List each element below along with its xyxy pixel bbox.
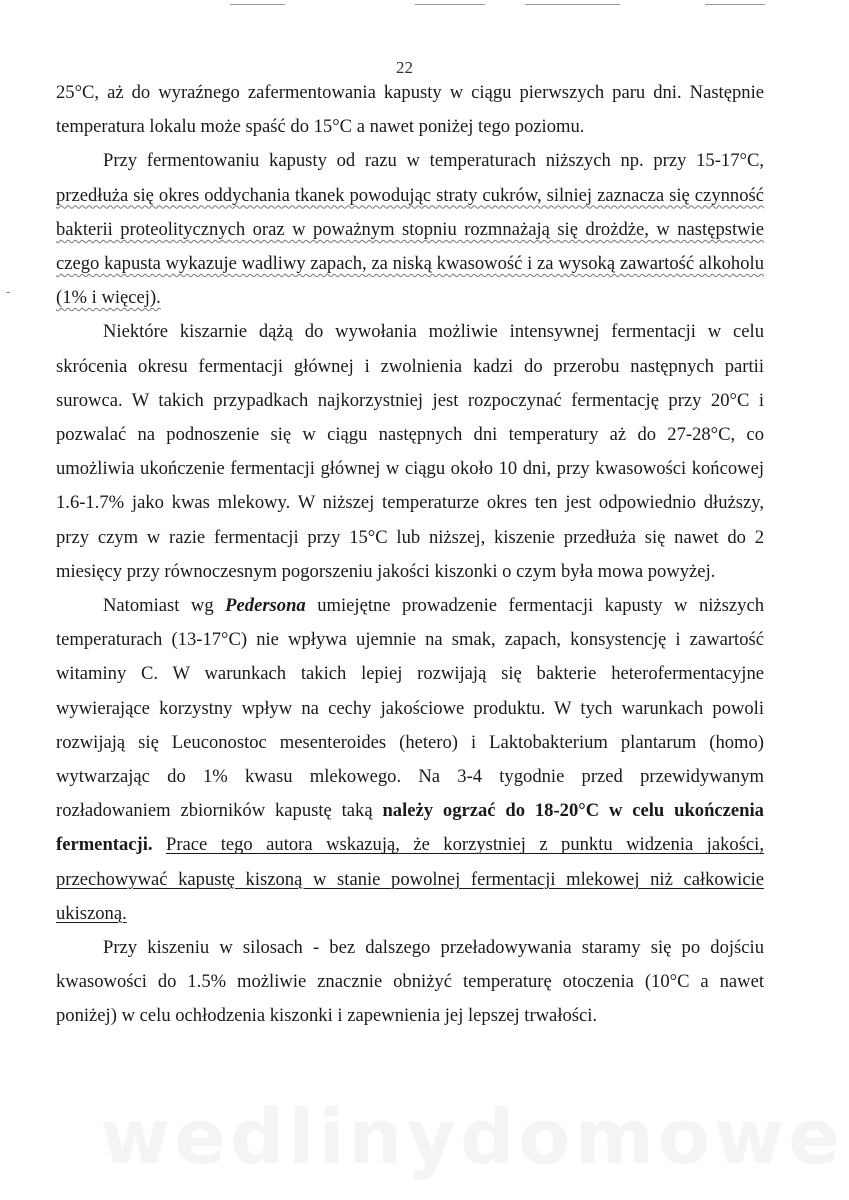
paragraph-2-marked-text: przedłuża się okres oddychania tkanek powodując straty cukrów, silniej zaznacza się czynność bakterii proteolitycznych oraz w poważnym stopniu rozmnażają się drożdże, w następstwie czego kapusta wykazuje wadliwy zapach, za niską kwasowość i za wysoką zawartość alkoholu (1% i więcej).	[56, 184, 764, 309]
paragraph-4-body: umiejętne prowadzenie fermentacji kapusty w niższych temperaturach (13-17°C) nie wpływa ujemnie na smak, zapach, konsystencję i zawartość witaminy C. W warunkach takich lepiej rozwijają się bakterie heterofermentacyjne wywierające korzystny wpływ na cechy jakościowe produktu. W tych warunkach powoli rozwijają się Leuconostoc mesenteroides (hetero) i Laktobakterium plantarum (homo) wytwarzając do 1% kwasu mlekowego. Na 3-4 tygodnie przed przewidywanym rozładowaniem zbiorników kapustę taką	[56, 595, 764, 822]
watermark	[100, 1092, 800, 1181]
paragraph-4-underlined-text: Prace tego autora wskazują, że korzystniej z punktu widzenia jakości, przechowywać kapustę kiszoną w stanie powolnej fermentacji mlekowej niż całkowicie ukiszoną.	[56, 834, 764, 924]
paragraph-1-text: 25°C, aż do wyraźnego zafermentowania kapusty w ciągu pierwszych paru dni. Następnie temperatura lokalu może spaść do 15°C a nawet poniżej tego poziomu.	[56, 82, 764, 138]
paragraph-4-intro: Natomiast wg	[103, 595, 226, 617]
page-number: 22	[396, 58, 413, 77]
author-name: Pedersona	[225, 595, 306, 617]
paragraph-1	[56, 76, 764, 144]
paragraph-5-text: Przy kiszeniu w silosach - bez dalszego przeładowywania staramy się po dojściu kwasowości do 1.5% możliwie znacznie obniżyć temperaturę otoczenia (10°C a nawet poniżej) w celu ochłodzenia kiszonki i zapewnienia jej lepszej trwałości.	[56, 937, 764, 1027]
document-body	[56, 76, 764, 1034]
paragraph-2-lead: Przy fermentowaniu kapusty od razu w temperaturach niższych np. przy 15-17°C,	[103, 150, 764, 172]
margin-mark	[6, 292, 10, 293]
scan-edge-line	[415, 4, 485, 5]
scan-edge-line	[705, 4, 765, 5]
paragraph-3-text: Niektóre kiszarnie dążą do wywołania możliwie intensywnej fermentacji w celu skrócenia okresu fermentacji głównej i zwolnienia kadzi do przerobu następnych partii surowca. W takich przypadkach najkorzystniej jest rozpoczynać fermentację przy 20°C i pozwalać na podnoszenie się w ciągu następnych dni temperatury aż do 27-28°C, co umożliwia ukończenie fermentacji głównej w ciągu około 10 dni, przy kwasowości końcowej 1.6-1.7% jako kwas mlekowy. W niższej temperaturze okres ten jest odpowiednio dłuższy, przy czym w razie fermentacji przy 15°C lub niższej, kiszenie przedłuża się nawet do 2 miesięcy przy równoczesnym pogorszeniu jakości kiszonki o czym była mowa powyżej.	[56, 321, 764, 582]
paragraph-3	[56, 315, 764, 589]
scan-edge-line	[525, 4, 620, 5]
paragraph-4	[56, 589, 764, 931]
paragraph-4-bold-text: należy ogrzać do 18-20°C w celu ukończenia fermentacji.	[56, 800, 764, 856]
paragraph-2	[56, 144, 764, 315]
scan-edge-line	[230, 4, 285, 5]
paragraph-5	[56, 931, 764, 1034]
paragraph-4-space	[153, 834, 166, 855]
